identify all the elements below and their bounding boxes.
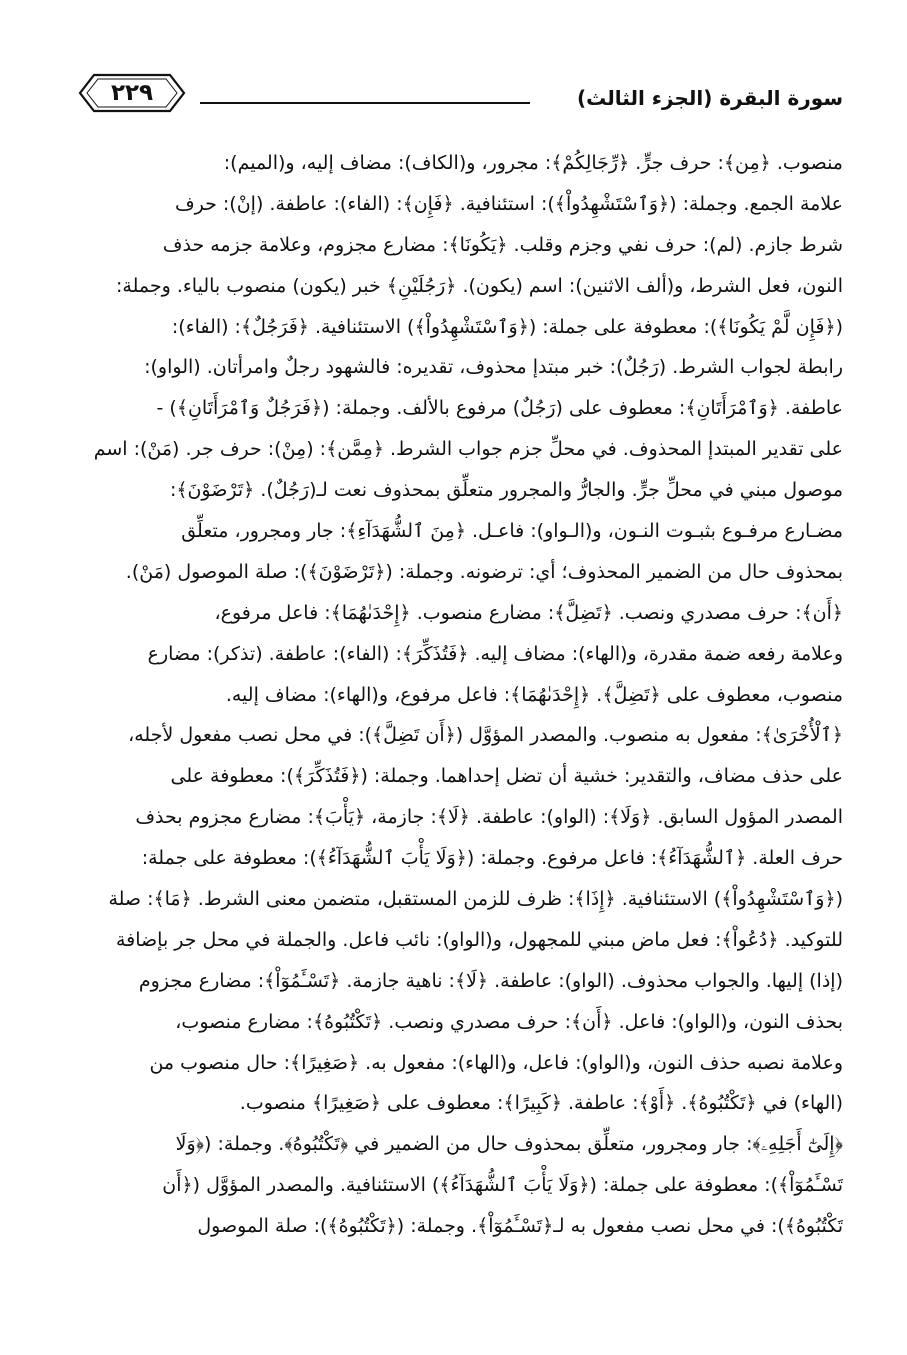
header-rule xyxy=(200,102,530,104)
text-line: حرف العلة. ﴿ٱلشُّهَدَآءُ﴾: فاعل مرفوع. وجملة: (﴿وَلَا يَأْبَ ٱلشُّهَدَآءُ﴾): معطوفة على جملة: xyxy=(141,847,843,870)
text-line: تَكْتُبُوهُ﴾): في محل نصب مفعول به لـ﴿تَسْـَٔمُوٓاْ﴾. وجملة: (﴿تَكْتُبُوهُ﴾): صلة الموصول xyxy=(197,1215,843,1238)
text-line: (إذا) إليها. والجواب محذوف. (الواو): عاطفة. ﴿لَا﴾: ناهية جازمة. ﴿تَسْـَٔمُوٓاْ﴾: مضارع مجزوم xyxy=(138,969,843,992)
text-line: شرط جازم. (لم): حرف نفي وجزم وقلب. ﴿يَكُونَا﴾: مضارع مجزوم، وعلامة جزمه حذف xyxy=(162,233,843,256)
text-line: منصوب، معطوف على ﴿تَضِلَّ﴾. ﴿إِحْدَىٰهُمَا﴾: فاعل مرفوع، و(الهاء): مضاف إليه. xyxy=(225,683,843,706)
text-line: بمحذوف حال من الضمير المحذوف؛ أي: ترضونه. وجملة: (﴿تَرْضَوْنَ﴾): صلة الموصول (مَنْ). xyxy=(125,560,843,583)
body-text xyxy=(62,143,843,1247)
page-number-frame xyxy=(76,72,188,114)
text-line: منصوب. ﴿مِن﴾: حرف جرٍّ. ﴿رِّجَالِكُمْ﴾: مجرور، و(الكاف): مضاف إليه، و(الميم): xyxy=(223,152,843,174)
page-header xyxy=(60,62,843,122)
text-line: للتوكيد. ﴿دُعُواْ﴾: فعل ماض مبني للمجهول، و(الواو): نائب فاعل. والجملة في محل جر بإضافة xyxy=(115,928,843,951)
text-line: (﴿وَٱسْتَشْهِدُواْ﴾) الاستئنافية. ﴿إِذَا﴾: ظرف للزمن المستقبل، متضمن معنى الشرط. ﴿مَا﴾: صلة xyxy=(108,888,843,911)
text-line: النون، فعل الشرط، و(ألف الاثنين): اسم (يكون). ﴿رَجُلَيْنِ﴾ خبر (يكون) منصوب بالياء. وجملة: xyxy=(116,274,843,297)
page-number: ٢٢٩ xyxy=(110,80,154,106)
text-line: (الهاء) في ﴿تَكْتُبُوهُ﴾. ﴿أَوْ﴾: عاطفة. ﴿كَبِيرًا﴾: معطوف على ﴿صَغِيرًا﴾ منصوب. xyxy=(239,1092,843,1115)
text-line: مضـارع مرفـوع بثبـوت النـون، و(الـواو): فاعـل. ﴿مِنَ ٱلشُّهَدَآءِ﴾: جار ومجرور، متعلِّق xyxy=(181,520,843,543)
running-title: سورة البقرة (الجزء الثالث) xyxy=(576,86,843,110)
text-line: (﴿فَإِن لَّمْ يَكُونَا﴾): معطوفة على جملة: (﴿وَٱسْتَشْهِدُواْ﴾) الاستئنافية. ﴿فَرَجُلٌ﴾: (الفاء): xyxy=(171,315,843,338)
text-line: عاطفة. ﴿وَٱمْرَأَتَانِ﴾: معطوف على (رَجُلٌ) مرفوع بالألف. وجملة: (﴿فَرَجُلٌ وَٱمْرَأَتَانِ﴾) - xyxy=(156,397,843,420)
text-line: بحذف النون، و(الواو): فاعل. ﴿أَن﴾: حرف مصدري ونصب. ﴿تَكْتُبُوهُ﴾: مضارع منصوب، xyxy=(175,1010,843,1033)
text-line: وعلامة نصبه حذف النون، و(الواو): فاعل، و(الهاء): مفعول به. ﴿صَغِيرًا﴾: حال منصوب من xyxy=(149,1051,843,1074)
text-line: ﴿ٱلْأُخْرَىٰ﴾: مفعول به منصوب. والمصدر المؤوَّل (﴿أَن تَضِلَّ﴾): في محل نصب مفعول لأجله، xyxy=(128,724,843,747)
text-line: المصدر المؤول السابق. ﴿وَلَا﴾: (الواو): عاطفة. ﴿لَا﴾: جازمة، ﴿يَأْبَ﴾: مضارع مجزوم بحذف xyxy=(135,806,843,829)
text-line: على تقدير المبتدإ المحذوف. في محلِّ جزم جواب الشرط. ﴿مِمَّن﴾: (مِنْ): حرف جر. (مَنْ): اسم xyxy=(93,438,843,461)
text-line: على حذف مضاف، والتقدير: خشية أن تضل إحداهما. وجملة: (﴿فَتُذَكِّرَ﴾): معطوفة على xyxy=(170,765,843,788)
text-line: وعلامة رفعه ضمة مقدرة، و(الهاء): مضاف إليه. ﴿فَتُذَكِّرَ﴾: (الفاء): عاطفة. (تذكر): مضارع xyxy=(147,642,843,665)
text-line: ﴿إِلَىٰٓ أَجَلِهِۦ﴾: جار ومجرور، متعلِّق بمحذوف حال من الضمير في ﴿تَكْتُبُوهُ﴾. وجملة: (﴿وَلَا xyxy=(175,1133,843,1156)
text-line: تَسْـَٔمُوٓاْ﴾): معطوفة على جملة: (﴿وَلَا يَأْبَ ٱلشُّهَدَآءُ﴾) الاستئنافية. والمصدر المؤوَّل (﴿أَن xyxy=(162,1174,843,1197)
text-line: رابطة لجواب الشرط. (رَجُلٌ): خبر مبتدإ محذوف، تقديره: فالشهود رجلٌ وامرأتان. (الواو): xyxy=(144,356,843,379)
text-line: علامة الجمع. وجملة: (﴿وَٱسْتَشْهِدُواْ﴾): استئنافية. ﴿فَإِن﴾: (الفاء): عاطفة. (إنْ): حرف xyxy=(174,192,843,215)
text-line: ﴿أَن﴾: حرف مصدري ونصب. ﴿تَضِلَّ﴾: مضارع منصوب. ﴿إِحْدَىٰهُمَا﴾: فاعل مرفوع، xyxy=(214,601,843,624)
text-line: موصول مبني في محلِّ جرٍّ. والجارُّ والمجرور متعلِّق بمحذوف نعت لـ(رَجُلٌ). ﴿تَرْضَوْنَ﴾: xyxy=(169,479,843,502)
